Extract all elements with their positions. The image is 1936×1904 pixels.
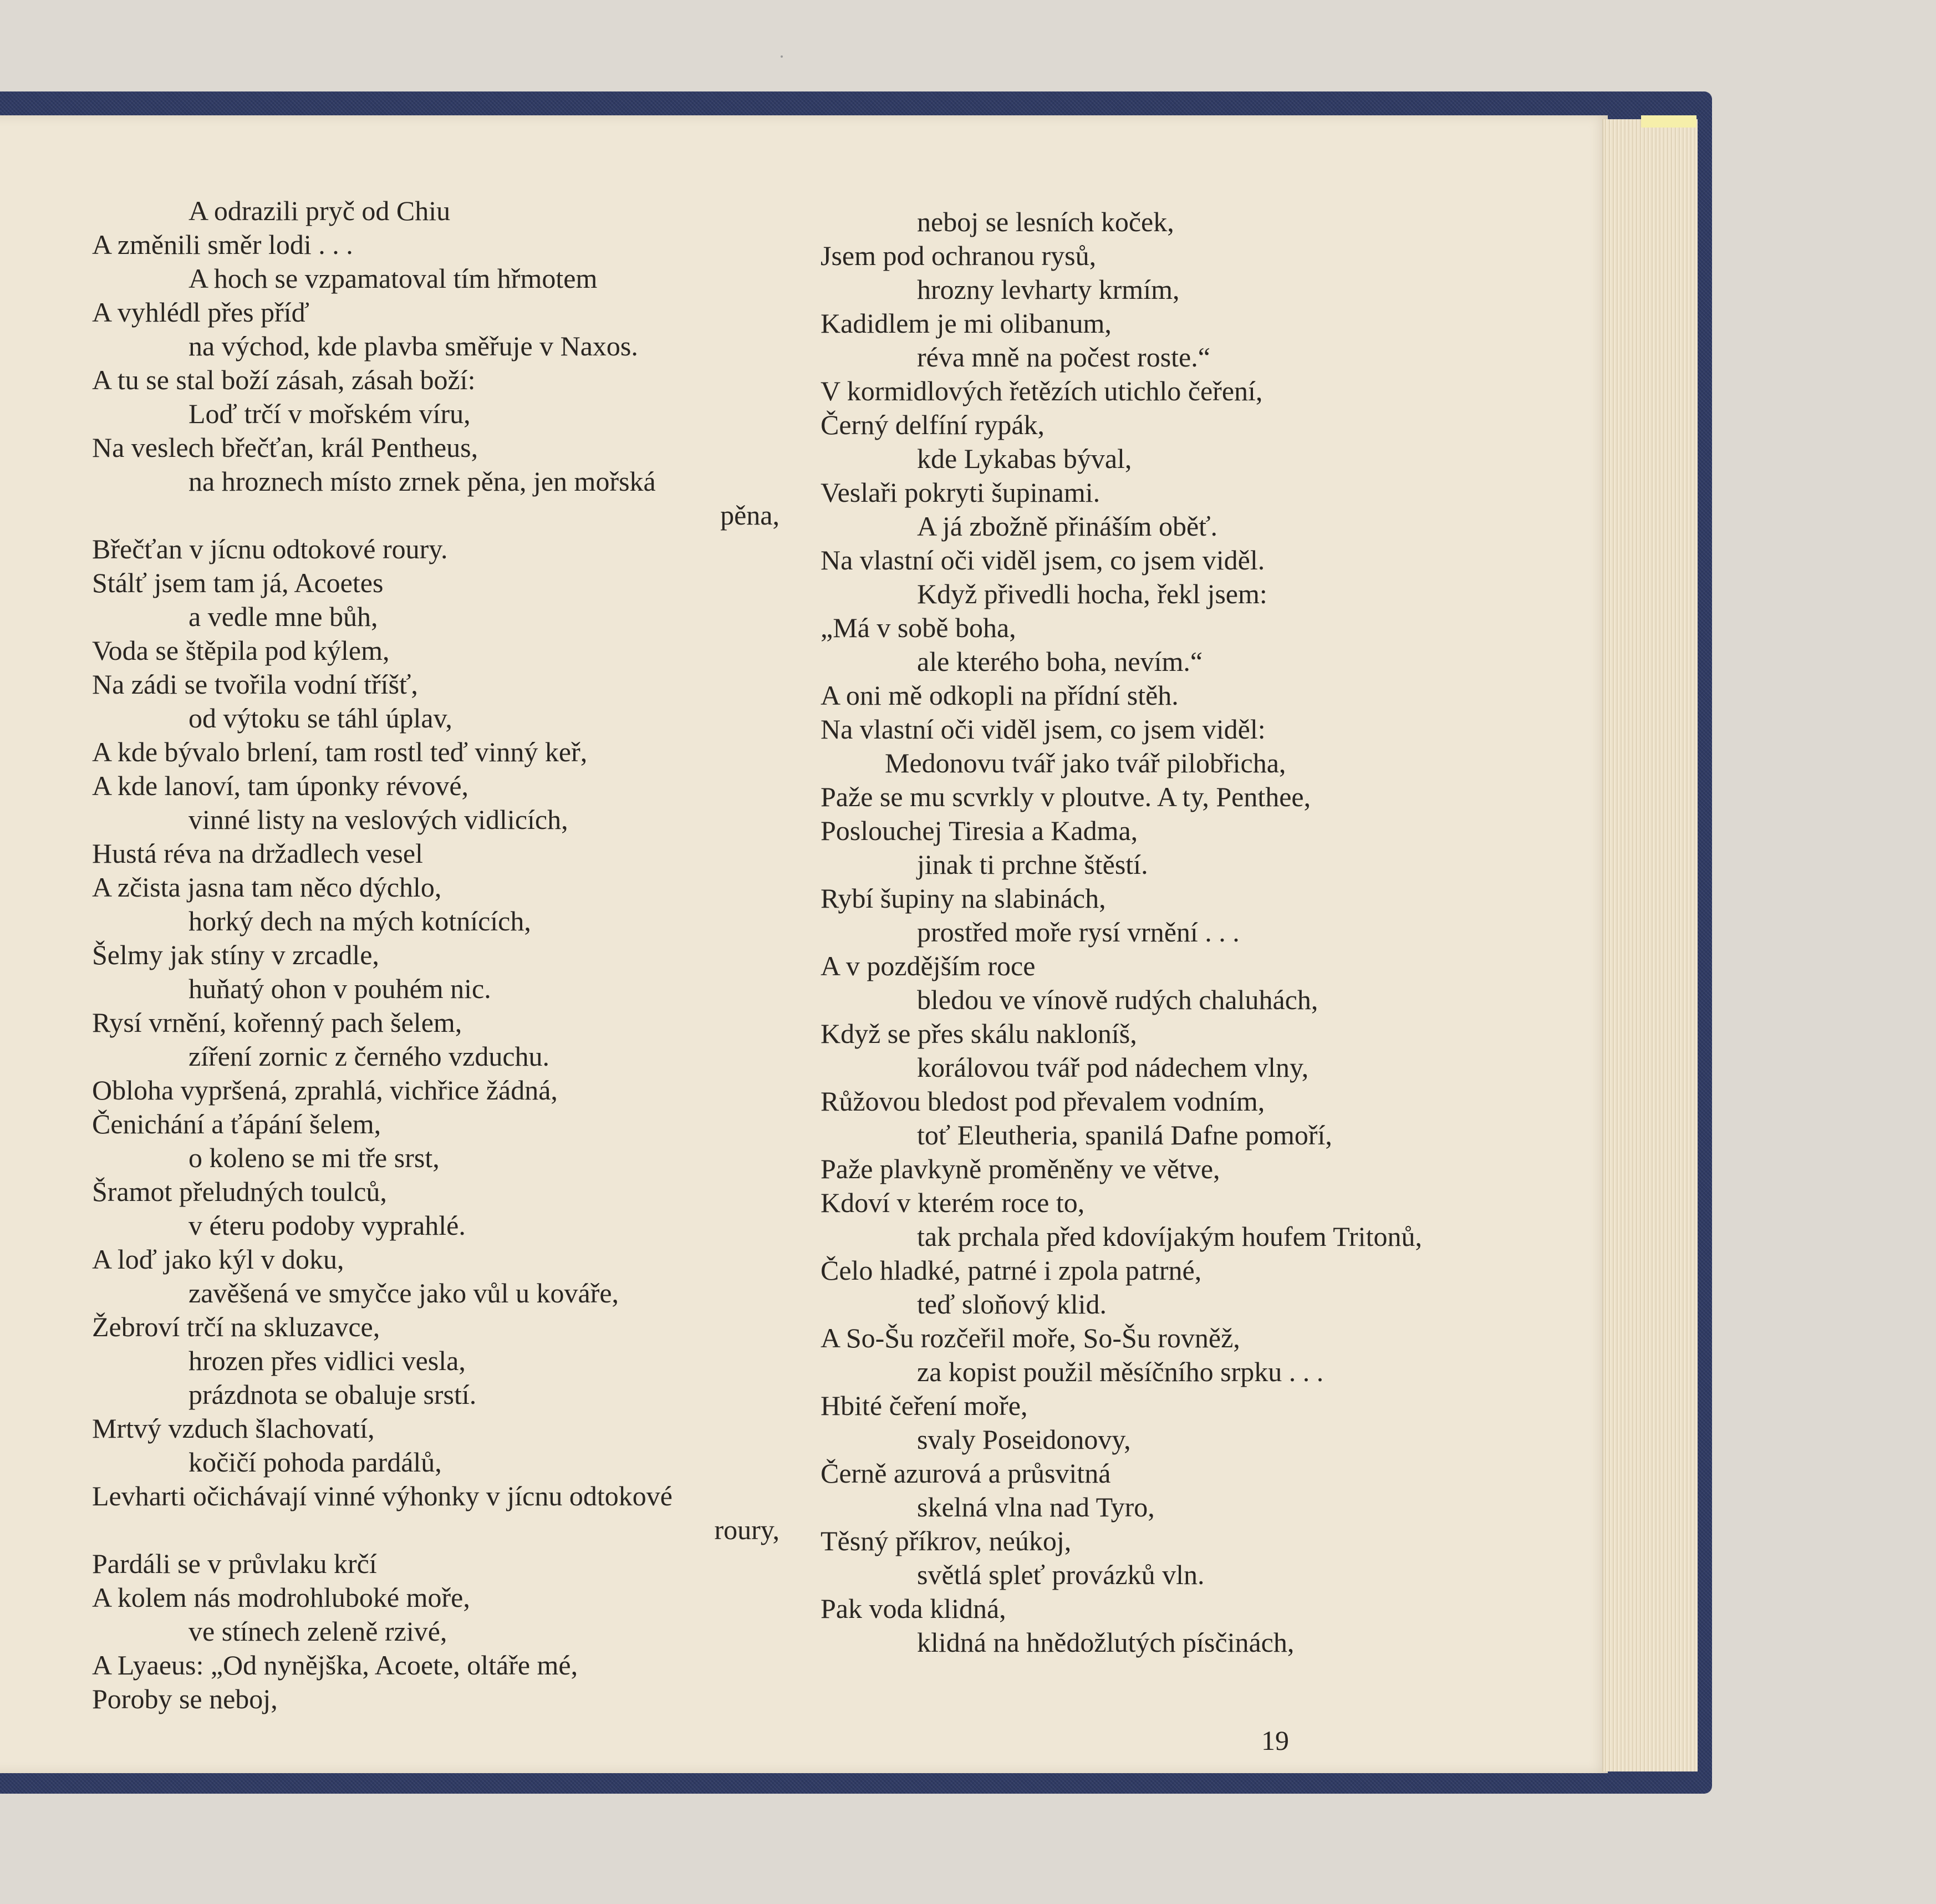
poem-line: Pardáli se v průvlaku krčí — [92, 1548, 377, 1579]
poem-line: Černý delfíní rypák, — [821, 409, 1045, 440]
poem-line: Levharti očichávají vinné výhonky v jícnu odtokové — [92, 1480, 672, 1511]
poem-line: na východ, kde plavba směřuje v Naxos. — [188, 330, 638, 362]
page-number: 19 — [1261, 1725, 1289, 1756]
poem-line: teď sloňový klid. — [917, 1289, 1107, 1320]
poem-line: A So-Šu rozčeřil moře, So-Šu rovněž, — [821, 1322, 1240, 1353]
poem-line: A kolem nás modrohluboké moře, — [92, 1582, 470, 1613]
poem-line: Stálť jsem tam já, Acoetes — [92, 567, 384, 598]
poem-line: o koleno se mi tře srst, — [188, 1142, 440, 1173]
poem-line: tak prchala před kdovíjakým houfem Tritonů, — [917, 1221, 1422, 1252]
right-text-column — [821, 205, 1519, 1659]
poem-line: Šelmy jak stíny v zrcadle, — [92, 939, 379, 970]
poem-line: prostřed moře rysí vrnění . . . — [917, 917, 1240, 948]
poem-line: Loď trčí v mořském víru, — [188, 398, 471, 429]
poem-line: Na vlastní oči viděl jsem, co jsem viděl: — [821, 714, 1266, 745]
poem-line: Jsem pod ochranou rysů, — [821, 240, 1097, 271]
poem-line: a vedle mne bůh, — [188, 601, 378, 632]
poem-line: hrozen přes vidlici vesla, — [188, 1345, 466, 1376]
poem-line: Když přivedli hocha, řekl jsem: — [917, 578, 1267, 609]
poem-line: Růžovou bledost pod převalem vodním, — [821, 1086, 1265, 1117]
poem-line: A v pozdějším roce — [821, 950, 1036, 981]
poem-line: Hustá réva na držadlech vesel — [92, 838, 423, 869]
poem-line: pěna, — [720, 500, 780, 531]
poem-line: „Má v sobě boha, — [821, 612, 1016, 643]
poem-line: Čenichání a ťápání šelem, — [92, 1108, 381, 1139]
poem-line: A já zbožně přináším oběť. — [917, 511, 1218, 542]
poem-line: klidná na hnědožlutých písčinách, — [917, 1627, 1295, 1658]
poem-line: Mrtvý vzduch šlachovatí, — [92, 1413, 375, 1444]
poem-line: ve stínech zeleně rzivé, — [188, 1616, 447, 1647]
poem-line: prázdnota se obaluje srstí. — [188, 1379, 477, 1410]
poem-line: korálovou tvář pod nádechem vlny, — [917, 1052, 1309, 1083]
poem-line: A tu se stal boží zásah, zásah boží: — [92, 364, 476, 395]
page-edges — [1602, 119, 1698, 1771]
poem-line: zavěšená ve smyčce jako vůl u kováře, — [188, 1277, 619, 1309]
poem-line: A zčista jasna tam něco dýchlo, — [92, 872, 442, 903]
poem-line: Pak voda klidná, — [821, 1593, 1006, 1624]
poem-line: zíření zornic z černého vzduchu. — [188, 1041, 550, 1072]
poem-line: Na zádi se tvořila vodní tříšť, — [92, 669, 418, 700]
page-edges-highlight — [1641, 115, 1696, 128]
poem-line: Paže se mu scvrkly v ploutve. A ty, Penthee, — [821, 781, 1311, 812]
poem-line: Poslouchej Tiresia a Kadma, — [821, 815, 1138, 846]
poem-line: skelná vlna nad Tyro, — [917, 1491, 1155, 1523]
poem-line: toť Eleutheria, spanilá Dafne pomoří, — [917, 1119, 1332, 1150]
poem-line: kde Lykabas býval, — [917, 443, 1132, 474]
left-text-column — [92, 194, 780, 1716]
poem-line: Veslaři pokryti šupinami. — [821, 477, 1101, 508]
poem-line: Čelo hladké, patrné i zpola patrné, — [821, 1255, 1202, 1286]
poem-line: Na vlastní oči viděl jsem, co jsem viděl. — [821, 544, 1265, 576]
poem-line: Když se přes skálu nakloníš, — [821, 1018, 1137, 1049]
poem-line: Poroby se neboj, — [92, 1683, 278, 1714]
poem-line: Medonovu tvář jako tvář pilobřicha, — [885, 747, 1286, 778]
poem-line: A oni mě odkopli na přídní stěh. — [821, 680, 1179, 711]
poem-line: jinak ti prchne štěstí. — [917, 849, 1148, 880]
poem-line: V kormidlových řetězích utichlo čeření, — [821, 375, 1263, 406]
poem-line: hrozny levharty krmím, — [917, 274, 1180, 305]
poem-line: Těsný příkrov, neúkoj, — [821, 1525, 1072, 1556]
poem-line: huňatý ohon v pouhém nic. — [188, 973, 491, 1004]
poem-line: Břečťan v jícnu odtokové roury. — [92, 533, 448, 564]
poem-line: bledou ve vínově rudých chaluhách, — [917, 984, 1318, 1015]
poem-line: A změnili směr lodi . . . — [92, 229, 353, 260]
poem-line: Na veslech břečťan, král Pentheus, — [92, 432, 478, 463]
poem-line: Kadidlem je mi olibanum, — [821, 308, 1112, 339]
poem-line: A Lyaeus: „Od nynějška, Acoete, oltáře mé, — [92, 1650, 578, 1681]
poem-line: A kde bývalo brlení, tam rostl teď vinný keř, — [92, 736, 588, 767]
poem-line: A vyhlédl přes příď — [92, 297, 309, 328]
poem-line: Žebroví trčí na skluzavce, — [92, 1311, 380, 1342]
poem-line: A loď jako kýl v doku, — [92, 1244, 344, 1275]
poem-line: vinné listy na veslových vidlicích, — [188, 804, 568, 835]
poem-line: neboj se lesních koček, — [917, 206, 1174, 237]
poem-line: Rysí vrnění, kořenný pach šelem, — [92, 1007, 462, 1038]
poem-line: roury, — [714, 1514, 780, 1545]
poem-line: A kde lanoví, tam úponky révové, — [92, 770, 469, 801]
dust-speck — [781, 55, 783, 58]
poem-line: kočičí pohoda pardálů, — [188, 1447, 442, 1478]
poem-line: Hbité čeření moře, — [821, 1390, 1028, 1421]
poem-line: Paže plavkyně proměněny ve větve, — [821, 1153, 1220, 1184]
poem-line: A odrazili pryč od Chiu — [188, 195, 451, 226]
poem-line: ale kterého boha, nevím.“ — [917, 646, 1203, 677]
poem-line: Černě azurová a průsvitná — [821, 1458, 1111, 1489]
poem-line: Rybí šupiny na slabinách, — [821, 883, 1106, 914]
poem-line: Obloha vypršená, zprahlá, vichřice žádná, — [92, 1075, 558, 1106]
poem-line: Kdoví v kterém roce to, — [821, 1187, 1085, 1218]
poem-line: réva mně na počest roste.“ — [917, 342, 1210, 373]
poem-line: od výtoku se táhl úplav, — [188, 702, 452, 734]
poem-line: Voda se štěpila pod kýlem, — [92, 635, 390, 666]
poem-line: v éteru podoby vyprahlé. — [188, 1210, 466, 1241]
poem-line: za kopist použil měsíčního srpku . . . — [917, 1356, 1324, 1387]
poem-line: Šramot přeludných toulců, — [92, 1176, 387, 1207]
poem-line: svaly Poseidonovy, — [917, 1424, 1131, 1455]
poem-line: A hoch se vzpamatoval tím hřmotem — [188, 263, 598, 294]
poem-line: horký dech na mých kotnících, — [188, 905, 531, 936]
poem-line: světlá spleť provázků vln. — [917, 1559, 1205, 1590]
poem-line: na hroznech místo zrnek pěna, jen mořská — [188, 466, 656, 497]
